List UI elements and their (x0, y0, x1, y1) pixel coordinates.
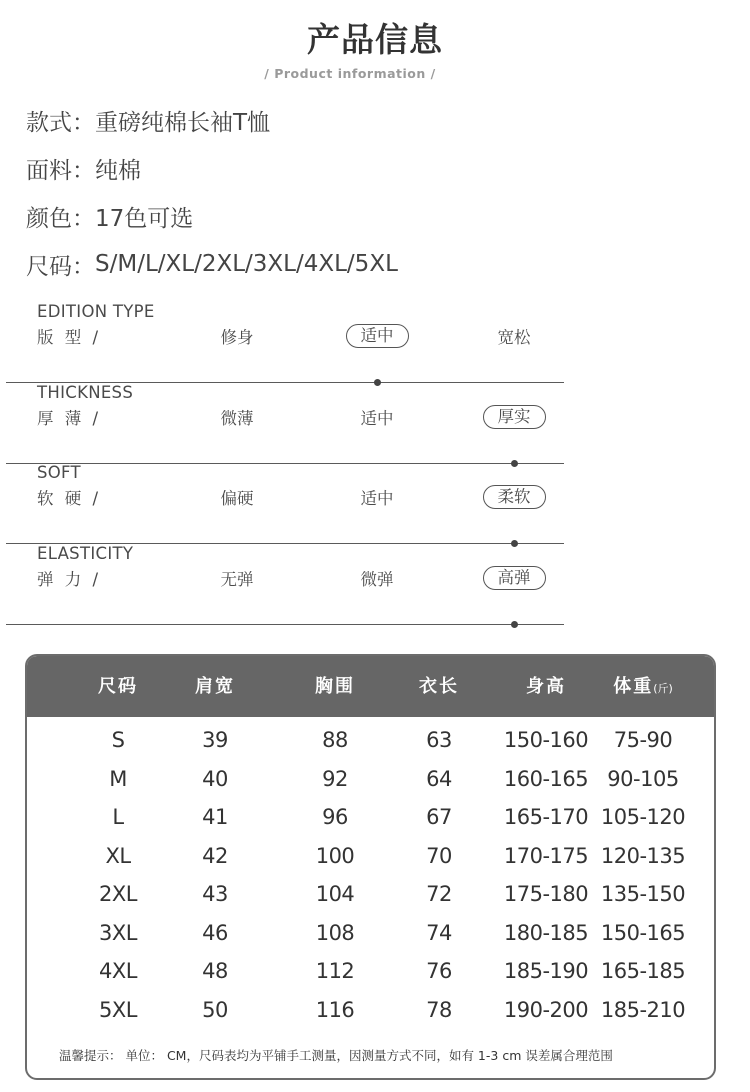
attribute-option-label: 微薄 (220, 409, 254, 428)
table-cell: XL (105, 843, 131, 868)
table-cell: 190-200 (503, 997, 589, 1022)
attribute-option (192, 485, 282, 509)
column-header (155, 656, 275, 717)
attribute-option-selected (469, 566, 559, 590)
attribute-row (6, 383, 564, 464)
attribute-name-cn: 版 型 / (37, 328, 102, 347)
attribute-name-en: THICKNESS (37, 383, 134, 402)
table-cell: 108 (315, 920, 355, 945)
attribute-marker-dot (511, 621, 518, 628)
attribute-name-cn: 厚 薄 / (37, 409, 102, 428)
attribute-option-label: 偏硬 (220, 489, 254, 508)
attribute-option (469, 324, 559, 348)
table-cell: 2XL (99, 882, 137, 906)
spec-label: 款式： (26, 109, 95, 136)
table-cell: 39 (202, 728, 228, 752)
spec-value: 纯棉 (95, 157, 141, 184)
size-chart (25, 654, 716, 1080)
table-cell: 185-190 (503, 959, 589, 983)
attribute-option-label: 无弹 (220, 570, 254, 589)
attribute-option (192, 566, 282, 590)
table-cell: 4XL (99, 959, 137, 983)
spec-value: 17色可选 (95, 205, 194, 232)
table-cell: 70 (426, 843, 452, 868)
table-cell: 100 (315, 843, 355, 868)
spec-value: 重磅纯棉长袖T恤 (95, 109, 271, 136)
table-cell: 42 (202, 843, 228, 868)
column-header-label: 衣长 (419, 676, 459, 697)
attribute-option-label: 修身 (220, 328, 254, 347)
table-cell: L (112, 805, 124, 829)
table-cell: 105-120 (600, 805, 686, 829)
table-cell: 96 (322, 805, 348, 829)
table-cell: 170-175 (503, 843, 589, 868)
column-header-label: 胸围 (315, 676, 355, 697)
attribute-option (192, 324, 282, 348)
attribute-option (192, 405, 282, 429)
table-cell: 150-160 (503, 728, 589, 752)
attribute-option-label: 柔软 (483, 485, 546, 509)
spec-value: S/M/L/XL/2XL/3XL/4XL/5XL (95, 251, 398, 277)
attribute-option-selected (469, 485, 559, 509)
table-row (27, 875, 714, 913)
column-header (379, 656, 499, 717)
table-cell: 76 (426, 959, 452, 983)
table-cell: 135-150 (600, 882, 686, 906)
table-row (27, 952, 714, 990)
table-cell: 72 (426, 882, 452, 906)
column-header-label: 尺码 (98, 676, 138, 697)
weight-unit: (斤) (653, 682, 673, 695)
attribute-row (6, 544, 564, 625)
spec-label: 颜色： (26, 205, 95, 232)
spec-label: 尺码： (26, 253, 95, 280)
table-row (27, 798, 714, 836)
table-row (27, 991, 714, 1029)
attribute-option (332, 566, 422, 590)
attribute-name-cn: 软 硬 / (37, 489, 102, 508)
column-header-label: 体重 (613, 676, 654, 697)
table-cell: 90-105 (607, 766, 679, 791)
table-cell: 64 (426, 766, 452, 791)
table-cell: 48 (202, 959, 228, 983)
table-cell: M (109, 766, 127, 791)
attribute-option (332, 485, 422, 509)
table-row (27, 760, 714, 798)
table-cell: 104 (315, 882, 355, 906)
size-chart-header (27, 656, 714, 717)
attribute-option (332, 405, 422, 429)
spec-list (26, 96, 398, 288)
table-cell: 50 (202, 997, 228, 1022)
measurement-note: 温馨提示： 单位： CM，尺码表均为平铺手工测量，因测量方式不同，如有 1-3 cm 误差属合理范围 (59, 1048, 613, 1063)
attribute-row (6, 463, 564, 544)
table-row (27, 721, 714, 759)
attribute-name-en: SOFT (37, 463, 81, 482)
attribute-option-label: 厚实 (483, 405, 546, 429)
attribute-name-en: ELASTICITY (37, 544, 134, 563)
table-cell: 150-165 (600, 920, 686, 945)
table-cell: 180-185 (503, 920, 589, 945)
column-header-label: 肩宽 (195, 676, 235, 697)
page-title: 产品信息 (307, 20, 443, 59)
attribute-row (6, 302, 564, 383)
attribute-name-en: EDITION TYPE (37, 302, 155, 321)
table-cell: 165-185 (600, 959, 686, 983)
table-cell: 3XL (99, 920, 137, 945)
page-subtitle: / Product information / (264, 66, 436, 81)
table-cell: S (111, 728, 125, 752)
attribute-option-label: 适中 (360, 489, 394, 508)
table-cell: 120-135 (600, 843, 686, 868)
table-cell: 175-180 (503, 882, 589, 906)
table-cell: 116 (315, 997, 355, 1022)
table-cell: 75-90 (613, 728, 673, 752)
table-cell: 112 (315, 959, 355, 983)
attribute-option-label: 适中 (346, 324, 409, 348)
table-row (27, 914, 714, 952)
attribute-option-label: 高弹 (483, 566, 546, 590)
column-header (583, 656, 703, 717)
column-header (275, 656, 395, 717)
attribute-option-selected (332, 324, 422, 348)
table-cell: 185-210 (600, 997, 686, 1022)
attribute-name-cn: 弹 力 / (37, 570, 102, 589)
table-cell: 5XL (99, 997, 137, 1022)
table-cell: 74 (426, 920, 452, 945)
spec-size (26, 240, 398, 288)
table-cell: 43 (202, 882, 228, 906)
table-cell: 78 (426, 997, 452, 1022)
table-cell: 92 (322, 766, 348, 791)
attribute-option-selected (469, 405, 559, 429)
table-cell: 165-170 (503, 805, 589, 829)
attribute-option-label: 微弹 (360, 570, 394, 589)
table-cell: 88 (322, 728, 348, 752)
attribute-option-label: 适中 (360, 409, 394, 428)
spec-color (26, 192, 398, 240)
spec-label: 面料： (26, 157, 95, 184)
table-row (27, 837, 714, 875)
table-cell: 63 (426, 728, 452, 752)
table-cell: 40 (202, 766, 228, 791)
table-cell: 67 (426, 805, 452, 829)
table-cell: 160-165 (503, 766, 589, 791)
column-header-label: 身高 (526, 676, 566, 697)
attribute-option-label: 宽松 (497, 328, 531, 347)
table-cell: 46 (202, 920, 228, 945)
spec-style (26, 96, 398, 144)
table-cell: 41 (202, 805, 228, 829)
spec-fabric (26, 144, 398, 192)
